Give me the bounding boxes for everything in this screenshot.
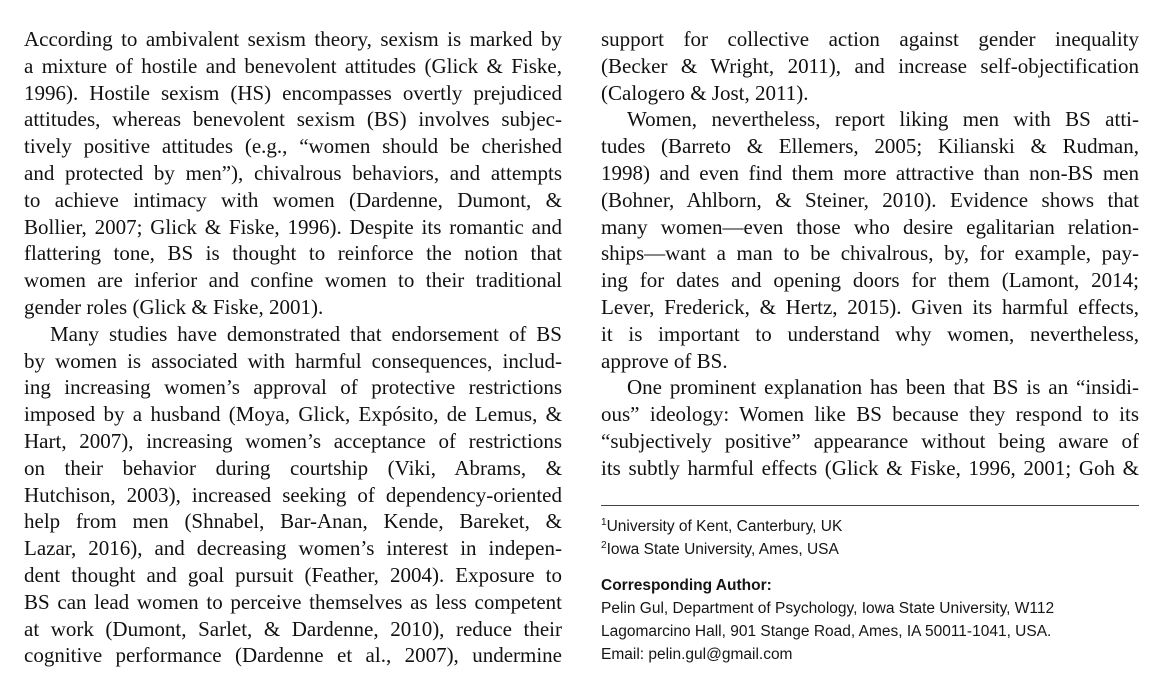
body-line: support for collective action against gender inequality	[601, 27, 1139, 51]
body-line: According to ambivalent sexism theory, sexism is marked by	[24, 27, 562, 51]
body-line: dent thought and goal pursuit (Feather, 2004). Exposure to	[24, 562, 562, 587]
body-line: at work (Dumont, Sarlet, & Dardenne, 2010), reduce their	[24, 616, 562, 641]
body-line: its subtly harmful effects (Glick & Fiske, 1996, 2001; Goh &	[601, 455, 1139, 480]
body-line: cognitive performance (Dardenne et al., 2007), undermine	[24, 643, 562, 668]
body-line: (Bohner, Ahlborn, & Steiner, 2010). Evidence shows that	[601, 187, 1139, 212]
affiliation-marker: 1	[601, 517, 607, 528]
body-line: tively positive attitudes (e.g., “women should be cherished	[24, 134, 562, 159]
body-line: tudes (Barreto & Ellemers, 2005; Kilianski & Rudman,	[601, 134, 1139, 159]
body-line: Lazar, 2016), and decreasing women’s interest in indepen-	[24, 536, 562, 561]
affiliation-2	[601, 538, 842, 561]
body-line: Bollier, 2007; Glick & Fiske, 1996). Despite its romantic and	[24, 214, 562, 239]
body-line: ships—want a man to be chivalrous, by, for example, pay-	[601, 241, 1139, 266]
body-line: (Calogero & Jost, 2011).	[601, 80, 809, 105]
body-line: Women, nevertheless, report liking men with BS atti-	[627, 107, 1139, 132]
body-line: One prominent explanation has been that BS is an “insidi-	[627, 375, 1139, 400]
corresponding-author	[601, 574, 1054, 666]
body-line: by women is associated with harmful consequences, includ-	[24, 348, 562, 373]
body-line: Hart, 2007), increasing women’s acceptance of restrictions	[24, 428, 562, 453]
body-line: 1998) and even find them more attractive than non-BS men	[601, 160, 1139, 185]
body-line: ing increasing women’s approval of protective restrictions	[24, 375, 562, 400]
body-line: Hutchison, 2003), increased seeking of dependency-oriented	[24, 482, 562, 507]
body-line: many women—even those who desire egalitarian relation-	[601, 214, 1139, 239]
body-line: approve of BS.	[601, 348, 728, 373]
affiliation-text: University of Kent, Canterbury, UK	[606, 518, 843, 535]
affiliation-1	[601, 515, 842, 538]
left-column	[24, 26, 562, 669]
body-line: 1996). Hostile sexism (HS) encompasses overtly prejudiced	[24, 80, 562, 105]
body-line: Many studies have demonstrated that endorsement of BS	[50, 321, 562, 346]
body-line: imposed by a husband (Moya, Glick, Expósito, de Lemus, &	[24, 402, 562, 427]
body-line: ing for dates and opening doors for them (Lamont, 2014;	[601, 268, 1139, 293]
body-line: it is important to understand why women, nevertheless,	[601, 321, 1139, 346]
body-line: to achieve intimacy with women (Dardenne, Dumont, &	[24, 187, 562, 212]
body-line: ous” ideology: Women like BS because they respond to its	[601, 402, 1139, 427]
body-line: Lever, Frederick, & Hertz, 2015). Given its harmful effects,	[601, 294, 1139, 319]
corresponding-author-heading: Corresponding Author:	[601, 577, 772, 594]
corresponding-author-line: Lagomarcino Hall, 901 Stange Road, Ames, IA 50011-1041, USA.	[601, 623, 1052, 640]
affiliation-text: Iowa State University, Ames, USA	[606, 541, 839, 558]
body-line: attitudes, whereas benevolent sexism (BS) involves subjec-	[24, 107, 562, 132]
body-line: on their behavior during courtship (Viki, Abrams, &	[24, 455, 562, 480]
body-line: and protected by men”), chivalrous behaviors, and attempts	[24, 160, 562, 185]
body-line: a mixture of hostile and benevolent attitudes (Glick & Fiske,	[24, 53, 562, 78]
body-line: women are inferior and confine women to their traditional	[24, 268, 562, 293]
body-line: help from men (Shnabel, Bar-Anan, Kende, Bareket, &	[24, 509, 562, 534]
right-column	[601, 26, 1139, 482]
body-line: gender roles (Glick & Fiske, 2001).	[24, 294, 324, 319]
body-line: (Becker & Wright, 2011), and increase self-objectification	[601, 53, 1139, 78]
affiliation-marker: 2	[601, 540, 607, 551]
footnote-divider	[601, 505, 1139, 506]
affiliations	[601, 515, 842, 561]
body-line: flattering tone, BS is thought to reinforce the notion that	[24, 241, 562, 266]
body-line: BS can lead women to perceive themselves as less competent	[24, 589, 562, 614]
corresponding-author-line: Pelin Gul, Department of Psychology, Iowa State University, W112	[601, 600, 1055, 617]
body-line: “subjectively positive” appearance without being aware of	[601, 428, 1139, 453]
corresponding-author-email: Email: pelin.gul@gmail.com	[601, 646, 793, 663]
